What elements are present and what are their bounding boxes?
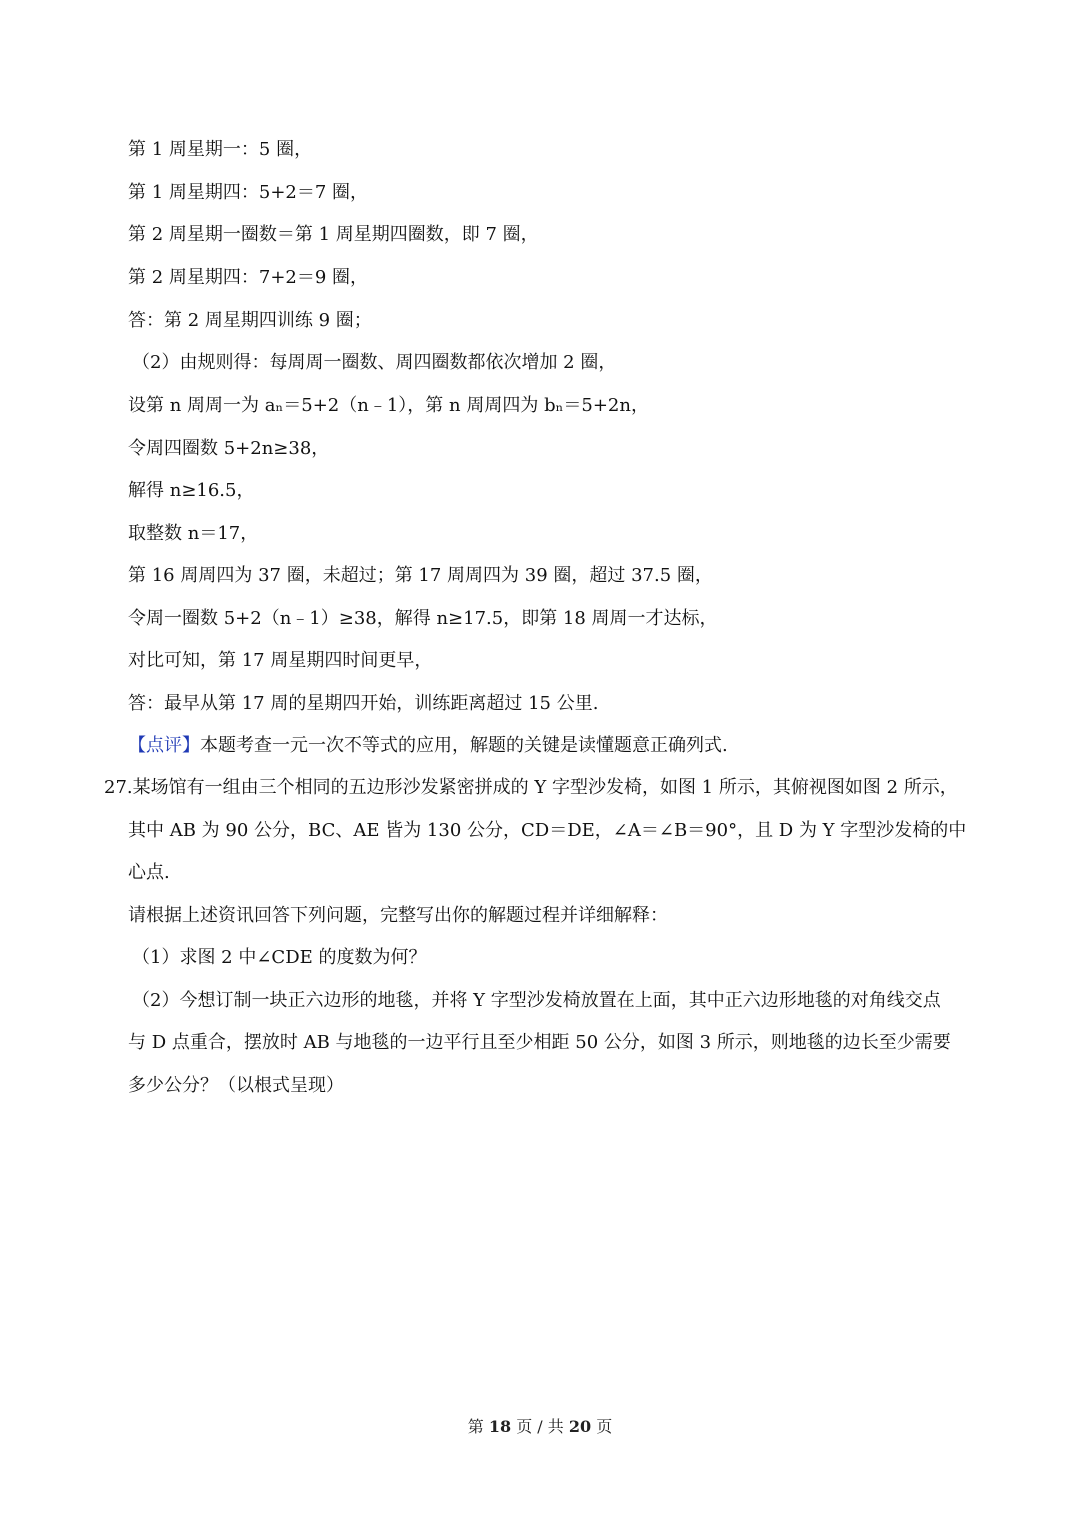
footer-current-page: 18 [488, 1417, 512, 1436]
solution-line: 第 1 周星期四：5+2＝7 圈， [128, 182, 369, 203]
question-line: 其中 AB 为 90 公分，BC、AE 皆为 130 公分，CD＝DE，∠A＝∠B＝90°，且 D 为 Y 字型沙发椅的中 [128, 820, 967, 841]
solution-line: 第 1 周星期一：5 圈， [128, 139, 313, 160]
question-line: （2）今想订制一块正六边形的地毯，并将 Y 字型沙发椅放置在上面，其中正六边形地毯的对角线交点 [132, 990, 941, 1011]
question-line: 多少公分？（以根式呈现） [128, 1075, 344, 1096]
footer-total-pages: 20 [568, 1417, 592, 1436]
solution-line: 答：第 2 周星期四训练 9 圈； [128, 310, 372, 331]
question-line: 与 D 点重合，摆放时 AB 与地毯的一边平行且至少相距 50 公分，如图 3 所示，则地毯的边长至少需要 [128, 1032, 951, 1053]
page-footer [0, 1416, 1080, 1438]
review-tag: 【点评】 [128, 735, 200, 756]
solution-line: 第 2 周星期一圈数＝第 1 周星期四圈数，即 7 圈， [128, 224, 539, 245]
question-first-line [104, 776, 958, 800]
question-line: （1）求图 2 中∠CDE 的度数为何？ [132, 947, 427, 968]
footer-prefix: 第 [467, 1417, 484, 1436]
solution-line: 第 16 周周四为 37 圈，未超过；第 17 周周四为 39 圈，超过 37.5 圈， [128, 565, 713, 586]
solution-line: 第 2 周星期四：7+2＝9 圈， [128, 267, 369, 288]
solution-line: 取整数 n＝17， [128, 523, 259, 544]
review-line [128, 734, 728, 758]
review-text: 本题考查一元一次不等式的应用，解题的关键是读懂题意正确列式. [200, 735, 728, 756]
question-line: 心点. [128, 862, 170, 883]
footer-middle: 页 / 共 [516, 1417, 564, 1436]
footer-suffix: 页 [596, 1417, 613, 1436]
solution-line: 对比可知，第 17 周星期四时间更早， [128, 650, 433, 671]
solution-line: 答：最早从第 17 周的星期四开始，训练距离超过 15 公里. [128, 693, 599, 714]
solution-line: 解得 n≥16.5， [128, 480, 255, 501]
question-number: 27. [104, 777, 133, 798]
solution-line: 令周四圈数 5+2n≥38， [128, 438, 330, 459]
solution-line: （2）由规则得：每周周一圈数、周四圈数都依次增加 2 圈， [132, 352, 617, 373]
solution-line: 令周一圈数 5+2（n﹣1）≥38，解得 n≥17.5，即第 18 周周一才达标， [128, 608, 718, 629]
solution-line: 设第 n 周周一为 aₙ＝5+2（n﹣1），第 n 周周四为 bₙ＝5+2n， [128, 395, 649, 416]
question-line: 请根据上述资讯回答下列问题，完整写出你的解题过程并详细解释： [128, 905, 668, 926]
question-line: 某场馆有一组由三个相同的五边形沙发紧密拼成的 Y 字型沙发椅，如图 1 所示，其俯视图如图 2 所示， [132, 777, 958, 798]
